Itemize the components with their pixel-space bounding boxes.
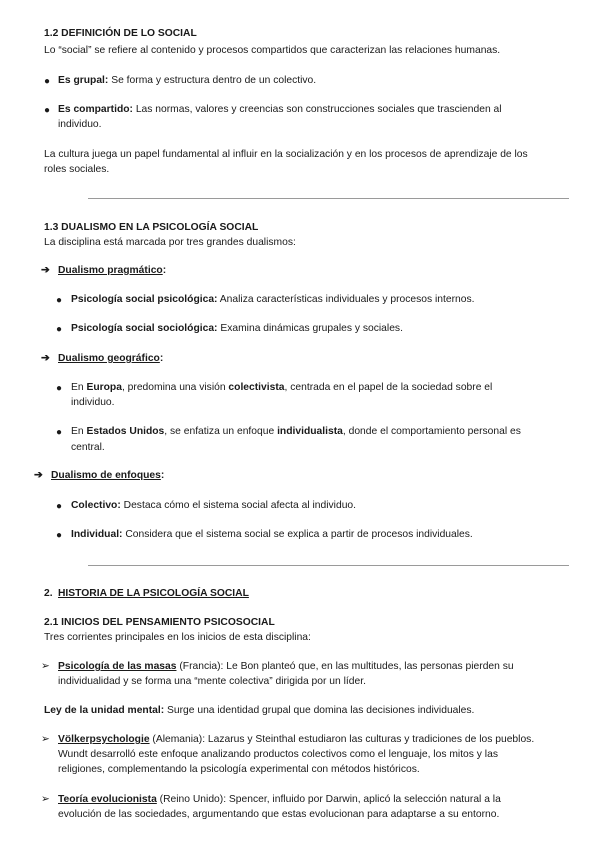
bullet-icon: ● (44, 76, 51, 87)
bullet-icon: ● (56, 383, 63, 394)
list-item: Es compartido: Las normas, valores y creencias son construcciones sociales que trascienden al (58, 104, 502, 115)
list-item: Colectivo: Destaca cómo el sistema social afecta al individuo. (71, 500, 357, 511)
list-item-continuation: individuo. (58, 119, 102, 130)
list-item: En Estados Unidos, se enfatiza un enfoque individualista, donde el comportamiento personal es (71, 426, 521, 437)
dualism-heading: Dualismo geográfico: (58, 353, 164, 364)
bullet-icon: ● (56, 427, 63, 438)
list-item: Psicología social sociológica: Examina dinámicas grupales y sociales. (71, 323, 403, 334)
section-1-2-intro: Lo “social” se refiere al contenido y procesos compartidos que caracterizan las relaciones humanas. (44, 45, 501, 56)
section-1-2-title: 1.2 DEFINICIÓN DE LO SOCIAL (44, 28, 197, 39)
section-2-number: 2. (44, 588, 53, 599)
paragraph-line: roles sociales. (44, 164, 110, 175)
bullet-icon: ● (56, 530, 63, 541)
section-1-3-title: 1.3 DUALISMO EN LA PSICOLOGÍA SOCIAL (44, 222, 259, 233)
arrow-icon: ➔ (41, 265, 50, 276)
current-item-continuation: Wundt desarrolló este enfoque analizando productos colectivos como el lenguaje, los mitos y las (58, 749, 498, 760)
dualism-heading: Dualismo de enfoques: (51, 470, 165, 481)
dualism-heading: Dualismo pragmático: (58, 265, 167, 276)
bullet-icon: ● (56, 324, 63, 335)
list-item: Es grupal: Se forma y estructura dentro de un colectivo. (58, 75, 317, 86)
arrow-icon: ➔ (34, 470, 43, 481)
bullet-icon: ● (44, 105, 51, 116)
paragraph-line: La cultura juega un papel fundamental al influir en la socialización y en los procesos de aprendizaje de los (44, 149, 528, 160)
law-paragraph: Ley de la unidad mental: Surge una identidad grupal que domina las decisiones individuales. (44, 705, 475, 716)
divider (88, 198, 569, 199)
divider (88, 565, 569, 566)
triangle-arrow-icon: ➢ (41, 734, 50, 745)
bullet-icon: ● (56, 295, 63, 306)
section-1-3-intro: La disciplina está marcada por tres grandes dualismos: (44, 237, 296, 248)
list-item: En Europa, predomina una visión colectivista, centrada en el papel de la sociedad sobre el (71, 382, 493, 393)
arrow-icon: ➔ (41, 353, 50, 364)
current-item: Teoría evolucionista (Reino Unido): Spencer, influido por Darwin, aplicó la selección natural a la (58, 794, 501, 805)
current-item: Psicología de las masas (Francia): Le Bon planteó que, en las multitudes, las personas pierden su (58, 661, 514, 672)
current-item-continuation: individualidad y se forma una “mente colectiva” dirigida por un líder. (58, 676, 366, 687)
current-item: Völkerpsychologie (Alemania): Lazarus y Steinthal estudiaron las culturas y tradiciones de los pueblos. (58, 734, 535, 745)
current-item-continuation: religiones, complementando la psicología experimental con métodos históricos. (58, 764, 420, 775)
list-item: Individual: Considera que el sistema social se explica a partir de procesos individuales. (71, 529, 473, 540)
current-item-continuation: evolución de las sociedades, argumentando que estas evolucionan para adaptarse a su entorno. (58, 809, 500, 820)
bullet-icon: ● (56, 501, 63, 512)
list-item-continuation: individuo. (71, 397, 115, 408)
section-2-1-title: 2.1 INICIOS DEL PENSAMIENTO PSICOSOCIAL (44, 617, 275, 628)
triangle-arrow-icon: ➢ (41, 661, 50, 672)
section-2-1-intro: Tres corrientes principales en los inicios de esta disciplina: (44, 632, 311, 643)
section-2-title: HISTORIA DE LA PSICOLOGÍA SOCIAL (58, 588, 249, 599)
triangle-arrow-icon: ➢ (41, 794, 50, 805)
list-item: Psicología social psicológica: Analiza características individuales y procesos internos. (71, 294, 475, 305)
list-item-continuation: central. (71, 442, 105, 453)
